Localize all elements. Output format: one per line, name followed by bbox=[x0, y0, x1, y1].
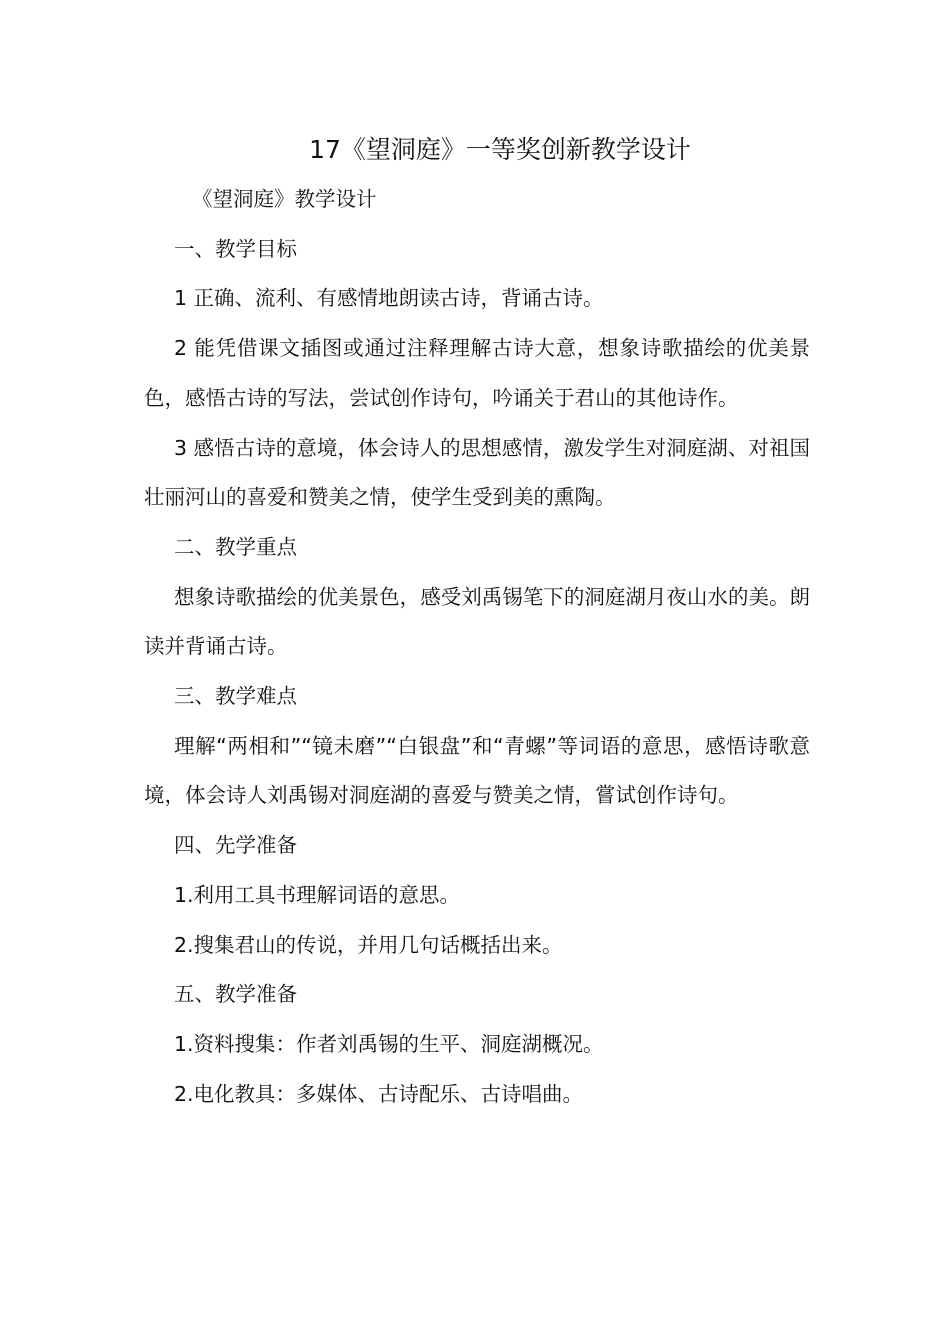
document-subtitle: 《望洞庭》教学设计 bbox=[192, 187, 377, 211]
document-body bbox=[144, 175, 810, 1119]
preparation-item-1: 1.利用工具书理解词语的意思。 bbox=[174, 882, 461, 907]
goal-item-3: 3 感悟古诗的意境，体会诗人的思想感情，激发学生对洞庭湖、对祖国壮丽河山的喜爱和赞美之情，使学生受到美的熏陶。 bbox=[144, 435, 810, 510]
section-heading-goals: 一、教学目标 bbox=[174, 236, 297, 261]
section-heading-difficulties: 三、教学难点 bbox=[174, 684, 297, 709]
section-heading-materials: 五、教学准备 bbox=[174, 982, 297, 1007]
document-title: 17《望洞庭》一等奖创新教学设计 bbox=[309, 135, 691, 164]
materials-item-1: 1.资料搜集：作者刘禹锡的生平、洞庭湖概况。 bbox=[174, 1031, 604, 1056]
section-heading-key-points: 二、教学重点 bbox=[174, 534, 297, 559]
preparation-item-2: 2.搜集君山的传说，并用几句话概括出来。 bbox=[174, 932, 563, 957]
key-points-text: 想象诗歌描绘的优美景色，感受刘禹锡笔下的洞庭湖月夜山水的美。朗读并背诵古诗。 bbox=[144, 584, 810, 659]
materials-item-2: 2.电化教具：多媒体、古诗配乐、古诗唱曲。 bbox=[174, 1081, 584, 1106]
section-heading-preparation: 四、先学准备 bbox=[174, 833, 297, 858]
goal-item-1: 1 正确、流利、有感情地朗读古诗，背诵古诗。 bbox=[174, 286, 604, 311]
goal-item-2: 2 能凭借课文插图或通过注释理解古诗大意，想象诗歌描绘的优美景色，感悟古诗的写法，尝试创作诗句，吟诵关于君山的其他诗作。 bbox=[144, 336, 810, 410]
difficulties-text: 理解“两相和”“镜未磨”“白银盘”和“青螺”等词语的意思，感悟诗歌意境，体会诗人刘禹锡对洞庭湖的喜爱与赞美之情，嘗试创作诗句。 bbox=[144, 733, 810, 808]
